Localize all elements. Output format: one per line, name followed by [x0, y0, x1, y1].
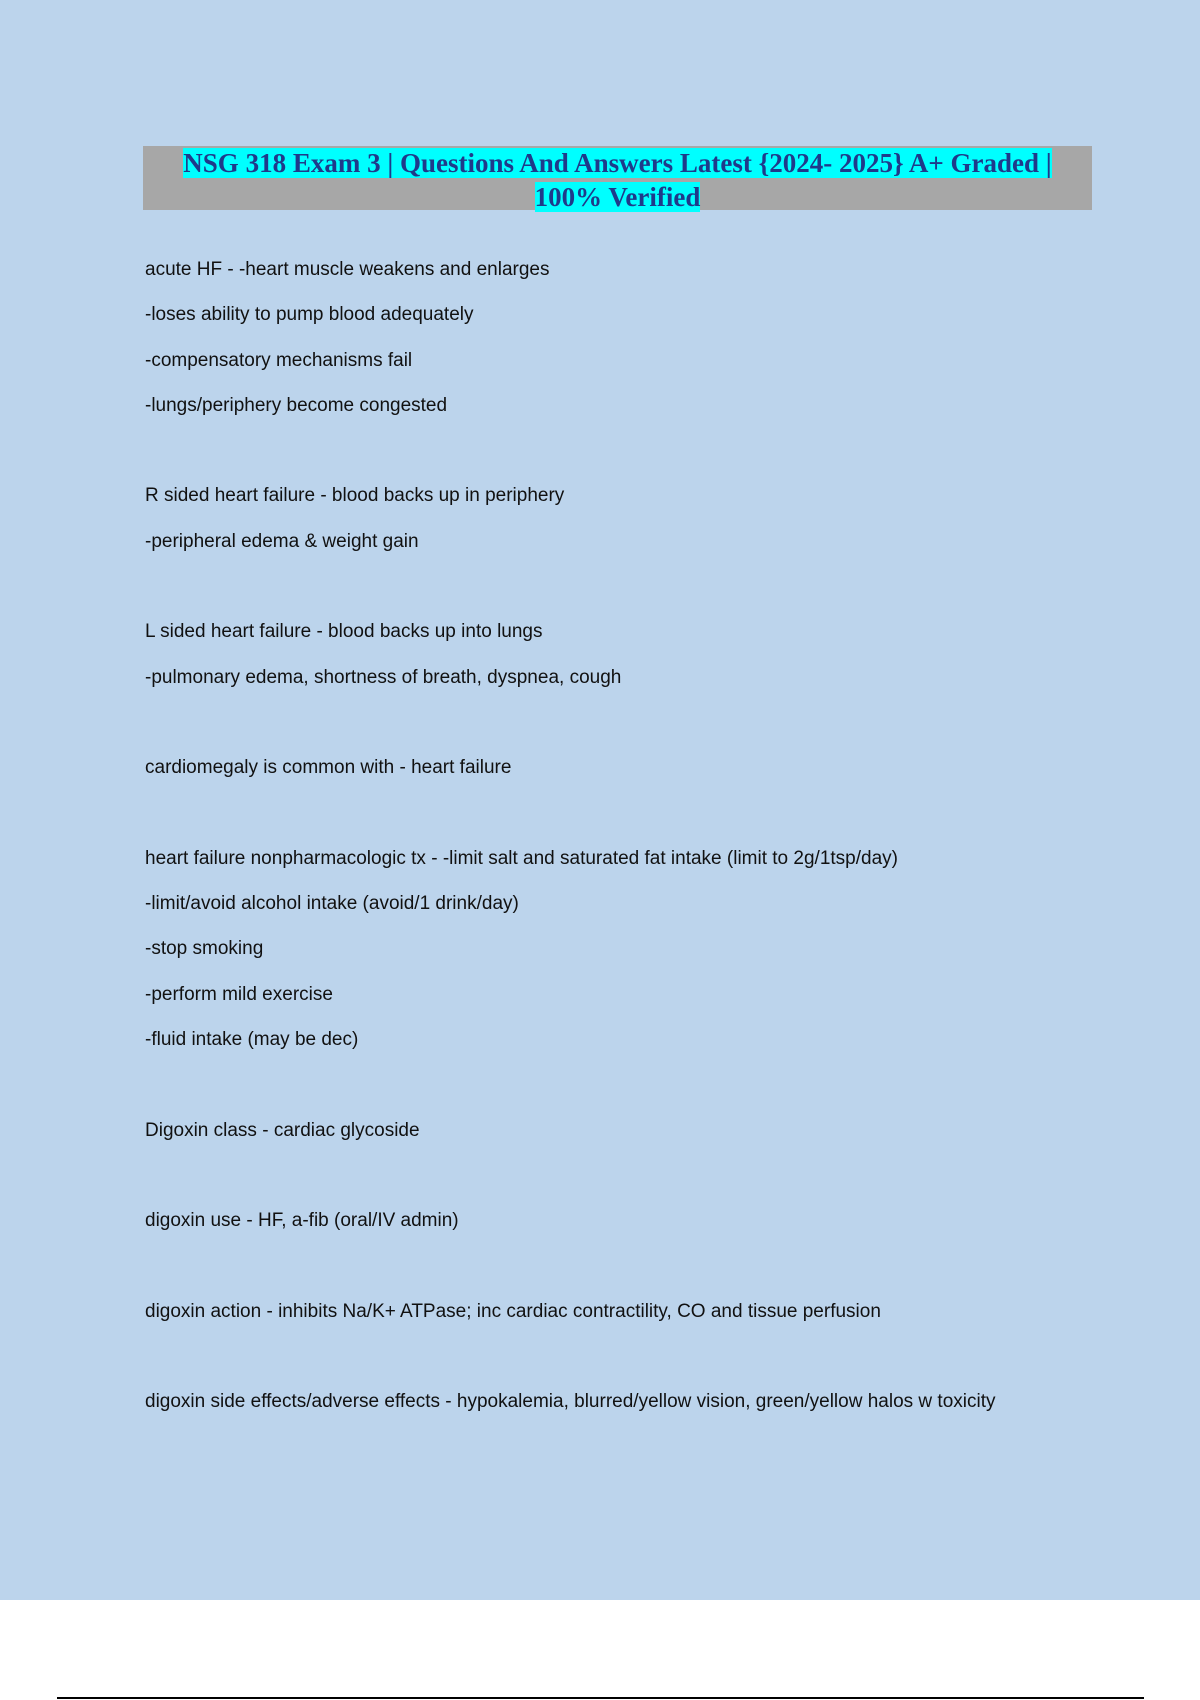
- text-line: -pulmonary edema, shortness of breath, dyspnea, cough: [145, 666, 622, 688]
- blank-line: [145, 708, 1105, 753]
- text-line: -limit/avoid alcohol intake (avoid/1 drink/day): [145, 893, 519, 915]
- text-line: -perform mild exercise: [145, 983, 333, 1005]
- text-line: -fluid intake (may be dec): [145, 1029, 359, 1051]
- text-line: Digoxin class - cardiac glycoside: [145, 1119, 420, 1141]
- text-line: -peripheral edema & weight gain: [145, 530, 419, 552]
- blank-line: [145, 436, 1105, 481]
- text-line: digoxin use - HF, a-fib (oral/IV admin): [145, 1210, 459, 1232]
- text-line: digoxin side effects/adverse effects - hypokalemia, blurred/yellow vision, green/yellow halos w toxicity: [145, 1391, 996, 1413]
- text-line: heart failure nonpharmacologic tx - -limit salt and saturated fat intake (limit to 2g/1tsp/day): [145, 847, 898, 869]
- blank-line: [145, 1070, 1105, 1115]
- text-line: -stop smoking: [145, 938, 264, 960]
- blank-line: [145, 1252, 1105, 1297]
- footer-divider: [57, 1697, 1144, 1699]
- blank-line: [145, 1342, 1105, 1387]
- blank-line: [145, 799, 1105, 844]
- text-line: digoxin action - inhibits Na/K+ ATPase; inc cardiac contractility, CO and tissue perfusion: [145, 1300, 881, 1322]
- blank-line: [145, 572, 1105, 617]
- text-line: -loses ability to pump blood adequately: [145, 304, 474, 326]
- document-title: [143, 146, 1092, 210]
- title-line-1: NSG 318 Exam 3 | Questions And Answers Latest {2024- 2025} A+ Graded |: [183, 148, 1052, 178]
- text-line: cardiomegaly is common with - heart failure: [145, 757, 512, 779]
- text-line: -lungs/periphery become congested: [145, 394, 448, 416]
- text-line: R sided heart failure - blood backs up in periphery: [145, 485, 565, 507]
- text-line: L sided heart failure - blood backs up into lungs: [145, 621, 543, 643]
- document-body: [145, 255, 1105, 1433]
- text-line: acute HF - -heart muscle weakens and enlarges: [145, 259, 550, 280]
- text-line: -compensatory mechanisms fail: [145, 349, 413, 371]
- title-line-2: 100% Verified: [534, 182, 701, 212]
- blank-line: [145, 1161, 1105, 1206]
